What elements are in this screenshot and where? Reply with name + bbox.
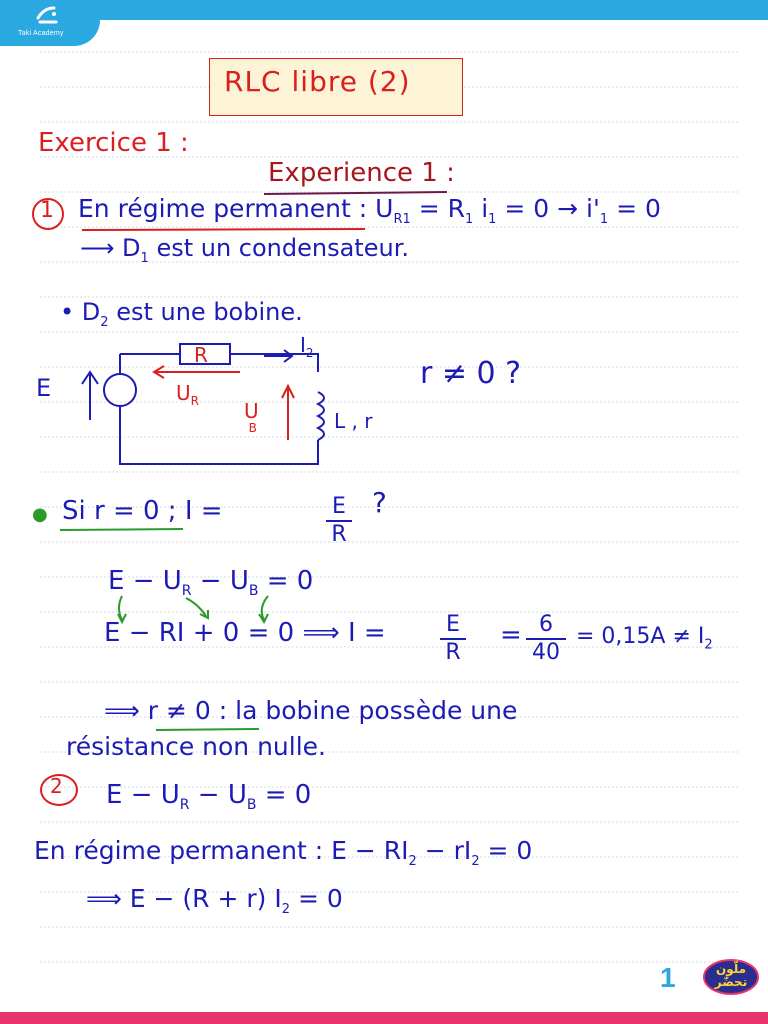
eq2-result-sub: 2 (704, 637, 713, 653)
circuit-label-ub (244, 399, 259, 435)
top-bar (0, 0, 768, 20)
q1-sub-d1: 1 (140, 250, 149, 266)
q1-line2 (80, 234, 409, 266)
q1-line3-b: est une bobine. (116, 298, 303, 326)
q1-text-c: = 0 → i' (504, 194, 600, 223)
q1-line1 (78, 194, 661, 227)
case-text: Si r = 0 ; I = (62, 496, 223, 526)
i2-arrow (264, 350, 292, 362)
circuit-diagram (30, 330, 390, 480)
eq2-result-text: = 0,15A ≠ I (576, 624, 705, 649)
i2-sub: 2 (305, 346, 314, 360)
eq2-equals: = (500, 620, 522, 650)
ur-main: U (176, 381, 191, 405)
q1-line2-a: ⟶ D (80, 234, 141, 262)
r-question: r ≠ 0 ? (420, 356, 522, 391)
q2-eq-b: − U (189, 780, 247, 810)
exercise-heading: Exercice 1 : (38, 128, 189, 158)
regime-c: = 0 (479, 836, 533, 865)
eq2-fraction-2 (526, 612, 566, 666)
q1-text-d: = 0 (616, 194, 661, 223)
regime-equation (34, 836, 532, 869)
equation-2: E − RI + 0 = 0 ⟹ I = (104, 618, 386, 648)
logo (0, 0, 100, 46)
ur-sub: R (190, 394, 199, 408)
q1-line3-a: • D (60, 298, 101, 326)
eq2-frac2-den: 40 (532, 640, 560, 665)
q1-text-i: i (481, 194, 489, 223)
case-question: ? (372, 486, 387, 519)
case-line (62, 496, 223, 526)
logo-mark-icon (34, 4, 60, 26)
eq2-frac2-num: 6 (539, 612, 553, 637)
final-equation (86, 884, 343, 917)
circuit-label-i2 (300, 333, 314, 360)
circuit-label-lr: L , r (334, 409, 373, 433)
i2-main: I (300, 333, 306, 357)
ub-arrow (282, 386, 294, 440)
page-number: 1 (660, 962, 676, 993)
case-frac-den: R (331, 522, 347, 547)
circuit-label-ur (176, 381, 199, 408)
q1-underline (80, 226, 370, 234)
eq2-fraction-1 (440, 612, 466, 666)
case-underline (58, 526, 188, 534)
bottom-bar (0, 1012, 768, 1024)
q1-line3 (60, 298, 303, 330)
ub-main: U (244, 399, 259, 423)
case-bullet: ● (32, 504, 48, 525)
question-1-number: 1 (40, 198, 54, 223)
final-sub: 2 (281, 902, 291, 917)
q2-eq-a: E − U (106, 780, 180, 810)
regime-a: En régime permanent : E − RI (34, 836, 409, 865)
q2-sub-r: R (179, 797, 190, 814)
regime-sub-2: 2 (471, 854, 480, 869)
q2-equation (106, 780, 311, 813)
eq2-frac1-den: R (445, 640, 461, 665)
brand-name: Taki Academy (18, 30, 64, 37)
e-arrow (82, 372, 98, 420)
eq1-c: = 0 (258, 566, 314, 596)
question-2-number: 2 (50, 774, 63, 798)
ur-arrow (154, 366, 240, 378)
regime-sub-1: 2 (408, 854, 417, 869)
q1-sub-d2: 2 (100, 314, 109, 330)
case-fraction (326, 494, 352, 548)
regime-b: − rI (416, 836, 472, 865)
q1-text-b: = R (418, 194, 465, 223)
case-frac-num: E (332, 494, 346, 519)
brand-badge (702, 957, 760, 997)
q1-sub-1a: 1 (464, 212, 474, 227)
q2-eq-c: = 0 (256, 780, 312, 810)
q1-text-a: En régime permanent : U (78, 194, 394, 223)
eq1-sub-b: B (248, 583, 259, 600)
q1-line2-b: est un condensateur. (156, 234, 409, 262)
coil-symbol (318, 392, 324, 440)
q1-sub-1c: 1 (599, 212, 609, 227)
title-box (209, 58, 463, 116)
circuit-label-r: R (194, 343, 208, 367)
conclusion-line-1: ⟹ r ≠ 0 : la bobine possède une (104, 696, 518, 725)
eq1-a: E − U (108, 566, 182, 596)
ub-sub: B (248, 421, 257, 435)
final-b: = 0 (290, 884, 343, 913)
badge-text: ملّون تحضّر (714, 962, 748, 989)
eq1-sub-r: R (181, 583, 192, 600)
final-a: ⟹ E − (R + r) I (86, 884, 282, 913)
conclusion-line-2: résistance non nulle. (66, 732, 326, 761)
generator-symbol (104, 374, 136, 406)
circuit-label-e: E (36, 374, 52, 402)
eq1-b: − U (191, 566, 249, 596)
q1-sub-1b: 1 (488, 212, 497, 227)
eq2-frac1-num: E (446, 612, 460, 637)
eq2-result (576, 624, 713, 652)
page-title: RLC libre (2) (224, 65, 411, 98)
experience-heading: Experience 1 : (268, 158, 455, 188)
q2-sub-b: B (246, 797, 257, 814)
q1-sub-r1: R1 (393, 212, 411, 227)
